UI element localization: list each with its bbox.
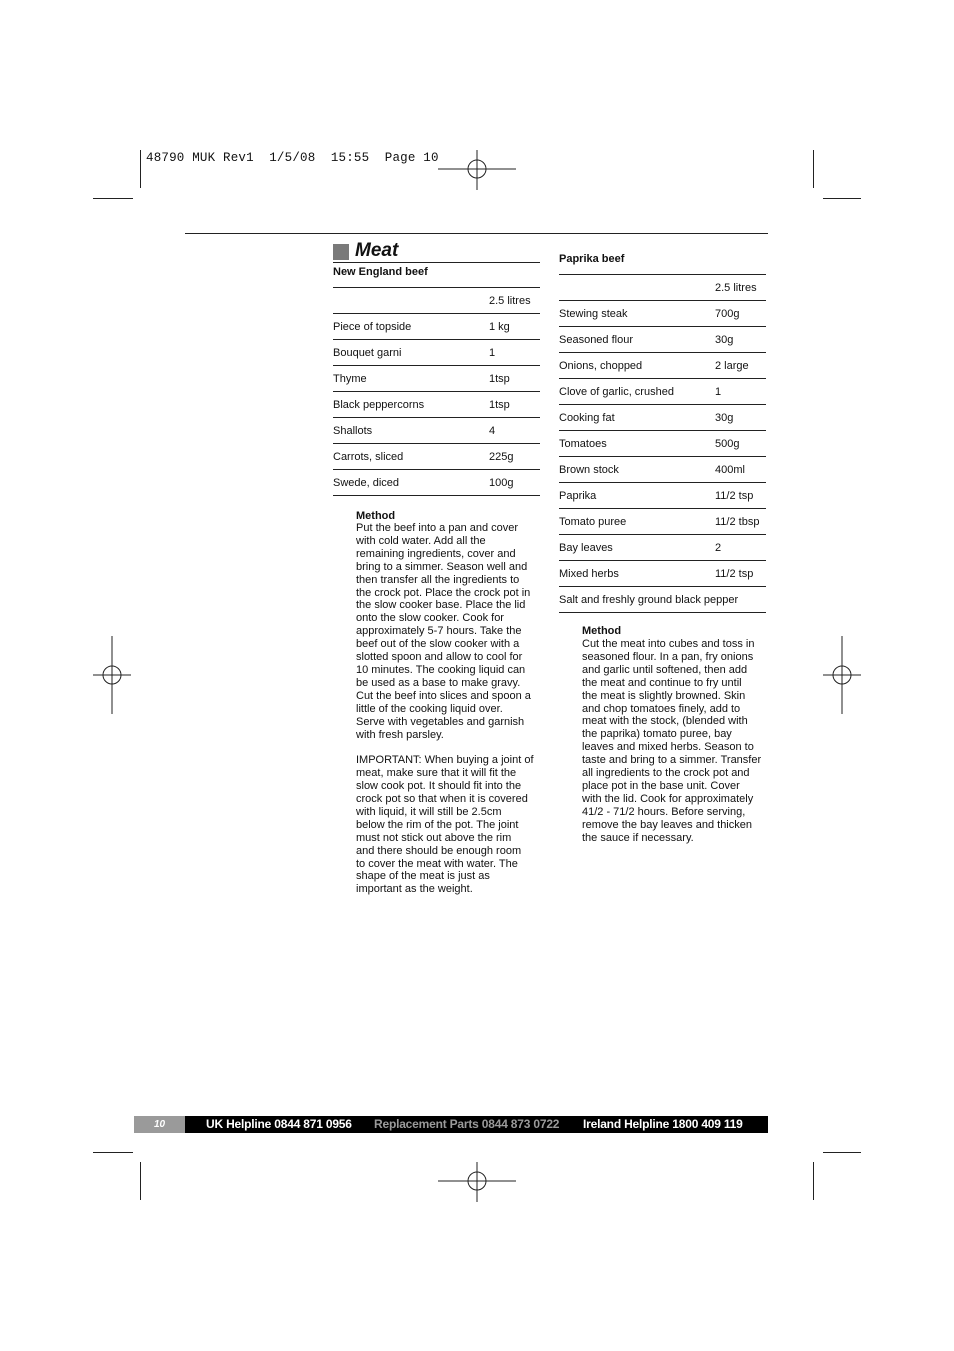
ingredient-quantity: 1tsp [489, 366, 540, 392]
ingredient-name: Piece of topside [333, 314, 489, 340]
crop-mark [140, 1162, 141, 1200]
table-header-row [333, 288, 540, 314]
capacity-label: 2.5 litres [489, 288, 540, 314]
table-row [559, 457, 766, 483]
text-line: crock pot so that when it is covered [356, 793, 528, 806]
text-line: beef out of the slow cooker with a [356, 638, 520, 651]
crop-mark [813, 1162, 814, 1200]
ingredient-name: Stewing steak [559, 301, 715, 327]
table-row [559, 587, 766, 613]
table-row [559, 353, 766, 379]
ingredient-table [559, 274, 766, 613]
ingredient-quantity: 1 [489, 340, 540, 366]
text-line: Cut the beef into slices and spoon a [356, 689, 531, 702]
crop-mark [823, 1152, 861, 1153]
crop-mark [140, 150, 141, 188]
table-row [559, 561, 766, 587]
table-row [559, 509, 766, 535]
text-line: shape of the meat is just as [356, 870, 490, 883]
ingredient-quantity: 1 [715, 379, 766, 405]
text-line: all ingredients to the crock pot and [582, 767, 750, 780]
text-line: little of the cooking liquid over. [356, 702, 503, 715]
text-line: meat with the stock, (blended with [582, 715, 748, 728]
text-line: bring to a simmer. Season well and [356, 560, 528, 573]
ingredient-quantity: 30g [715, 327, 766, 353]
ingredient-quantity: 30g [715, 405, 766, 431]
method-paragraph [582, 638, 772, 845]
ingredient-table [333, 287, 540, 496]
method-text [356, 522, 546, 909]
method-text [582, 638, 772, 857]
ingredient-name: Paprika [559, 483, 715, 509]
text-line: remaining ingredients, cover and [356, 547, 516, 560]
ingredient-quantity: 2 large [715, 353, 766, 379]
table-row [333, 340, 540, 366]
ingredient-name: Onions, chopped [559, 353, 715, 379]
section-title: Meat [355, 240, 399, 261]
text-line: be used as a base to make gravy. [356, 676, 521, 689]
capacity-label: 2.5 litres [715, 275, 766, 301]
text-line: the paprika) tomato puree, bay [582, 728, 732, 741]
text-line: slotted spoon and allow to cool for [356, 651, 523, 664]
text-line: 10 minutes. The cooking liquid can [356, 663, 526, 676]
text-line: the slow cooker base. Place the lid [356, 599, 526, 612]
text-line: and garlic until softened, then add [582, 663, 748, 676]
text-line: with cold water. Add all the [356, 534, 486, 547]
text-line: taste and bring to a simmer. Transfer [582, 754, 762, 767]
table-row [559, 327, 766, 353]
uk-helpline: UK Helpline 0844 871 0956 [206, 1117, 352, 1131]
section-heading [333, 242, 540, 263]
printer-slug: 48790 MUK Rev1 1/5/08 15:55 Page 10 [146, 151, 439, 165]
text-line: important as the weight. [356, 883, 473, 896]
table-row [333, 392, 540, 418]
text-line: with the lid. Cook for approximately [582, 792, 754, 805]
recipe-title: Paprika beef [559, 253, 625, 265]
section-marker-icon [333, 244, 349, 260]
method-paragraph [356, 522, 546, 741]
text-line: meat, make sure that it will fit the [356, 767, 517, 780]
table-row [333, 418, 540, 444]
text-line: slow cook pot. It should fit into the [356, 780, 522, 793]
ingredient-name: Tomato puree [559, 509, 715, 535]
ingredient-name: Bay leaves [559, 535, 715, 561]
ingredient-quantity: 2 [715, 535, 766, 561]
ingredient-quantity: 100g [489, 470, 540, 496]
ingredient-quantity: 225g [489, 444, 540, 470]
method-heading: Method [582, 625, 622, 637]
ingredient-name: Black peppercorns [333, 392, 489, 418]
ingredient-name: Carrots, sliced [333, 444, 489, 470]
registration-mark [438, 1162, 516, 1202]
ingredient-quantity: 700g [715, 301, 766, 327]
table-row [333, 444, 540, 470]
text-line: the meat is slightly browned. Skin [582, 689, 746, 702]
ingredient-quantity: 1 kg [489, 314, 540, 340]
ingredient-name: Swede, diced [333, 470, 489, 496]
method-heading: Method [356, 510, 396, 522]
crop-mark [93, 198, 133, 199]
text-line: Cut the meat into cubes and toss in [582, 638, 755, 650]
table-row [333, 366, 540, 392]
text-line: and chop tomatoes finely, add to [582, 702, 741, 715]
text-line: seasoned flour. In a pan, fry onions [582, 650, 754, 663]
ingredient-quantity: 1tsp [489, 392, 540, 418]
page-number: 10 [134, 1116, 185, 1133]
text-line: the sauce if necessary. [582, 831, 694, 844]
header-rule [185, 233, 768, 234]
ingredient-name: Shallots [333, 418, 489, 444]
text-line: leaves and mixed herbs. Season to [582, 741, 754, 754]
replacement-parts-helpline: Replacement Parts 0844 873 0722 [374, 1117, 560, 1131]
table-row [559, 535, 766, 561]
table-row [559, 483, 766, 509]
ireland-helpline: Ireland Helpline 1800 409 119 [583, 1117, 743, 1131]
text-line: below the rim of the pot. The joint [356, 818, 519, 831]
ingredient-quantity: 11/2 tbsp [715, 509, 766, 535]
registration-mark [438, 150, 516, 190]
text-line: IMPORTANT: When buying a joint of [356, 754, 534, 767]
table-row [559, 379, 766, 405]
table-row [559, 431, 766, 457]
ingredient-name: Cooking fat [559, 405, 715, 431]
text-line: must not stick out above the rim [356, 831, 512, 844]
text-line: and there should be enough room [356, 844, 522, 857]
text-line: 41/2 - 71/2 hours. Before serving, [582, 805, 746, 818]
text-line: remove the bay leaves and thicken [582, 818, 752, 831]
ingredient-name: Brown stock [559, 457, 715, 483]
registration-mark [823, 636, 861, 714]
table-row [333, 470, 540, 496]
crop-mark [823, 198, 861, 199]
crop-mark [813, 150, 814, 188]
text-line: approximately 5-7 hours. Take the [356, 625, 522, 638]
ingredient-name: Thyme [333, 366, 489, 392]
text-line: the crock pot. Place the crock pot in [356, 586, 531, 599]
table-header-row [559, 275, 766, 301]
ingredient-name: Mixed herbs [559, 561, 715, 587]
text-line: the meat and continue to fry until [582, 676, 742, 689]
seasoning-note: Salt and freshly ground black pepper [559, 587, 766, 613]
text-line: with liquid, it will still be 2.5cm [356, 805, 502, 818]
ingredient-quantity: 500g [715, 431, 766, 457]
text-line: Put the beef into a pan and cover [356, 522, 519, 534]
table-row [559, 405, 766, 431]
ingredient-quantity: 11/2 tsp [715, 561, 766, 587]
ingredient-quantity: 4 [489, 418, 540, 444]
crop-mark [93, 1152, 133, 1153]
recipe-title: New England beef [333, 266, 428, 278]
ingredient-quantity: 11/2 tsp [715, 483, 766, 509]
text-line: onto the slow cooker. Cook for [356, 612, 504, 625]
ingredient-name: Bouquet garni [333, 340, 489, 366]
ingredient-name: Tomatoes [559, 431, 715, 457]
text-line: place pot in the base unit. Cover [582, 779, 740, 792]
ingredient-quantity: 400ml [715, 457, 766, 483]
table-row [559, 301, 766, 327]
method-paragraph [356, 754, 546, 896]
text-line: to cover the meat with water. The [356, 857, 518, 870]
registration-mark [93, 636, 131, 714]
text-line: Serve with vegetables and garnish [356, 715, 525, 728]
ingredient-name: Seasoned flour [559, 327, 715, 353]
text-line: with fresh parsley. [356, 728, 444, 741]
ingredient-name: Clove of garlic, crushed [559, 379, 715, 405]
text-line: then transfer all the ingredients to [356, 573, 520, 586]
table-row [333, 314, 540, 340]
